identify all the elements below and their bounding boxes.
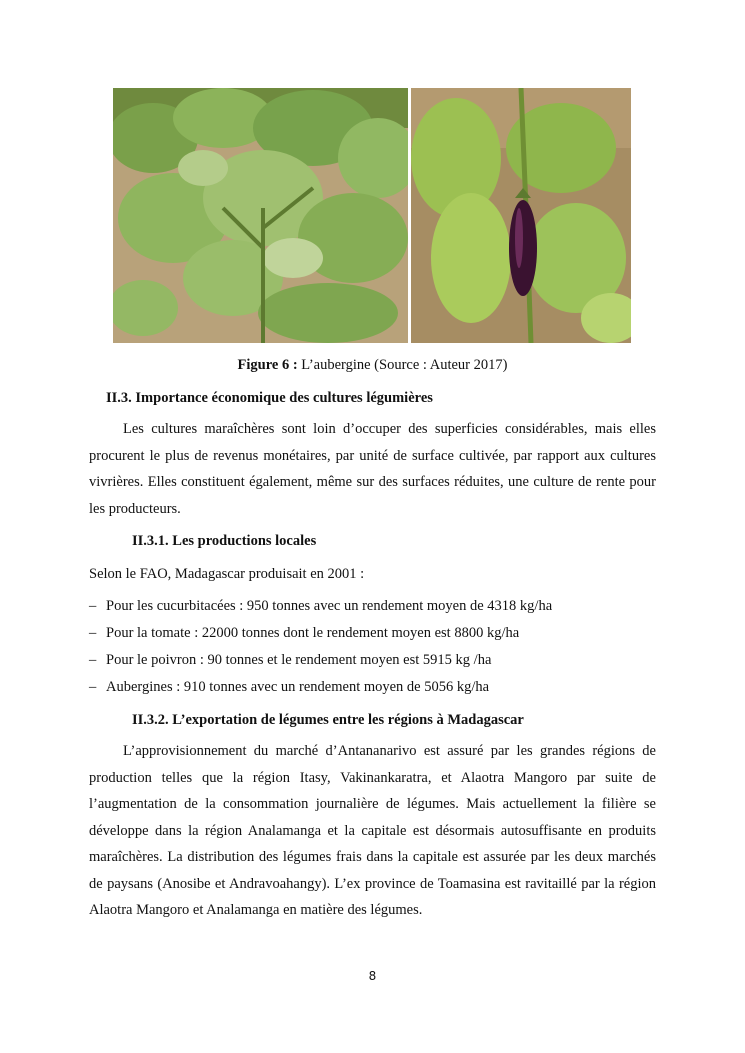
figure-caption [0,357,745,374]
section-heading: II.3. Importance économique des cultures légumières [106,390,433,406]
subsection1-intro: Selon le FAO, Madagascar produisait en 2001 : [89,566,365,582]
eggplant-plant-photo [113,88,408,343]
list-item [89,625,519,642]
eggplant-fruit-photo [411,88,631,343]
list-item-text: Pour les cucurbitacées : 950 tonnes avec un rendement moyen de 4318 kg/ha [106,598,553,614]
list-dash: – [89,598,97,614]
section-paragraph [89,416,656,522]
figure-caption-text: L’aubergine (Source : Auteur 2017) [301,357,508,373]
subsection2-heading: II.3.2. L’exportation de légumes entre les régions à Madagascar [132,712,524,728]
figure-6 [113,88,631,343]
list-item-text: Pour le poivron : 90 tonnes et le rendement moyen est 5915 kg /ha [106,652,492,668]
section-paragraph-text: Les cultures maraîchères sont loin d’occuper des superficies considérables, mais elles procurent le plus de revenus monétaires, par unité de surface cultivée, par rapport aux cultures vivrières. Elles constituent également, même sur des surfaces réduites, une culture de rente pour les producteurs. [89,421,656,517]
subsection2-paragraph [89,738,656,924]
list-item [89,598,552,615]
list-dash: – [89,652,97,668]
subsection2-paragraph-text: L’approvisionnement du marché d’Antananarivo est assuré par les grandes régions de production telles que la région Itasy, Vakinankaratra, et Alaotra Mangoro par suite de l’augmentation de la consommation journalière de légumes. Mais actuellement la filière se développe dans la région Analamanga et la capitale est désormais autosuffisante en produits maraîchères. La distribution des légumes frais dans la capitale est assurée par les deux marchés de paysans (Anosibe et Andravoahangy). L’ex province de Toamasina est ravitaillé par la région Alaotra Mangoro et Analamanga en matière des légumes. [89,743,656,918]
page-number: 8 [368,969,377,983]
list-item-text: Pour la tomate : 22000 tonnes dont le rendement moyen est 8800 kg/ha [106,625,520,641]
figure-caption-label: Figure 6 : [237,357,298,373]
list-item [89,652,491,669]
list-item-text: Aubergines : 910 tonnes avec un rendement moyen de 5056 kg/ha [106,679,490,695]
list-dash: – [89,625,97,641]
list-item [89,679,489,696]
list-dash: – [89,679,97,695]
subsection1-heading: II.3.1. Les productions locales [132,533,317,549]
